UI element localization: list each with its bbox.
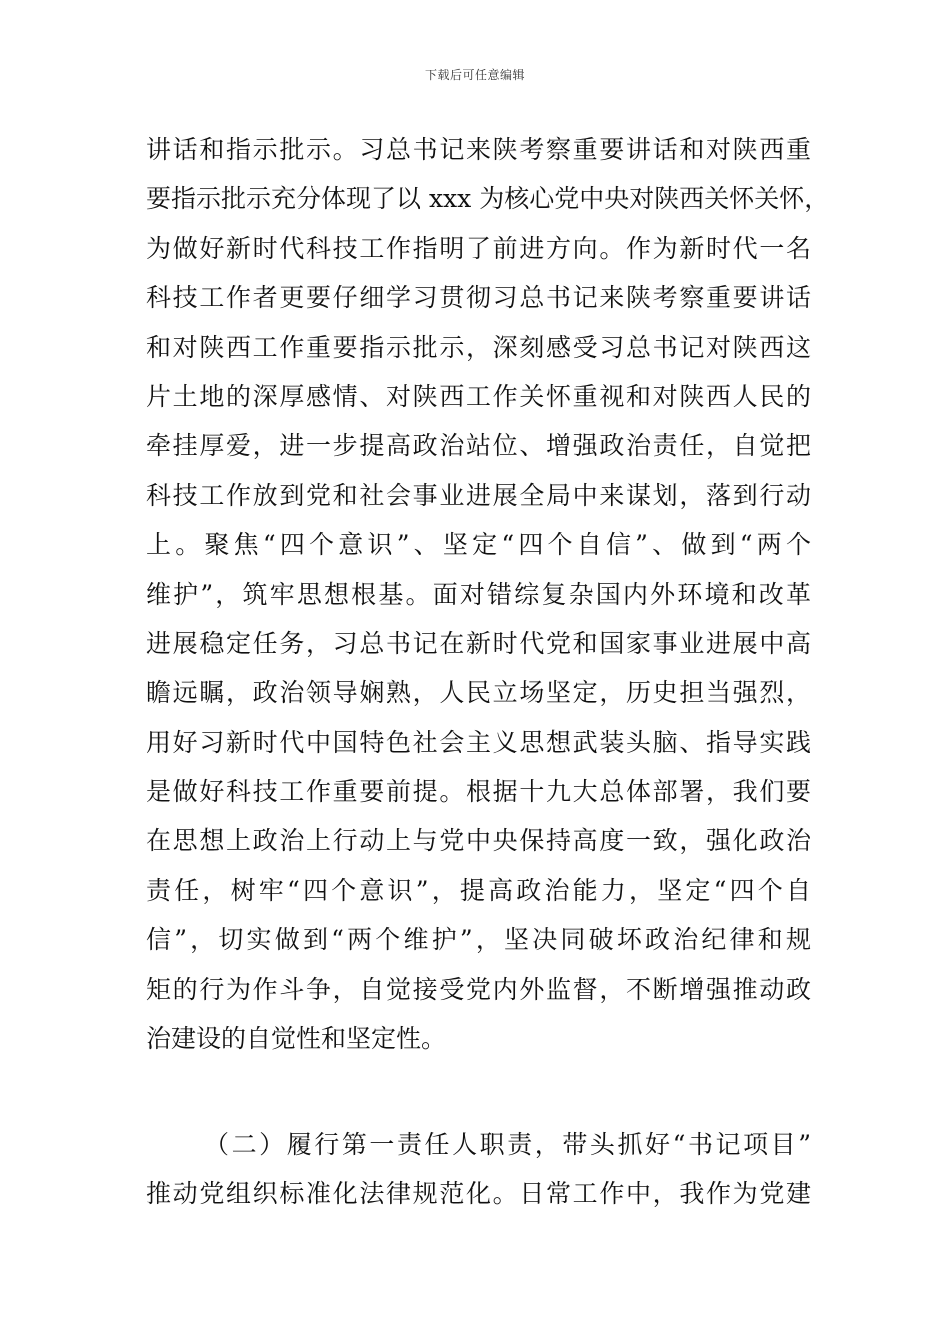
text-line: 在思想上政治上行动上与党中央保持高度一致，强化政治 <box>146 826 811 856</box>
paragraph-2 <box>146 1120 811 1219</box>
text-line: 进展稳定任务，习总书记在新时代党和国家事业进展中高 <box>146 628 811 658</box>
text-line: 维护”，筑牢思想根基。面对错综复杂国内外环境和改革 <box>146 579 811 609</box>
text-line: 用好习新时代中国特色社会主义思想武装头脑、指导实践 <box>146 727 811 757</box>
text-line: 片土地的深厚感情、对陕西工作关怀重视和对陕西人民的 <box>146 381 811 411</box>
text-line: 推动党组织标准化法律规范化。日常工作中，我作为党建 <box>146 1179 811 1209</box>
text-line: （二）履行第一责任人职责，带头抓好“书记项目” <box>204 1130 811 1159</box>
text-line: 治建设的自觉性和坚定性。 <box>146 1024 447 1054</box>
text-line: 要指示批示充分体现了以 xxx 为核心党中央对陕西关怀关怀， <box>146 184 830 214</box>
text-line: 讲话和指示批示。习总书记来陕考察重要讲话和对陕西重 <box>146 135 811 164</box>
text-line: 信”，切实做到“两个维护”，坚决同破坏政治纪律和规 <box>146 925 811 955</box>
text-line: 为做好新时代科技工作指明了前进方向。作为新时代一名 <box>146 233 811 263</box>
paragraph-1 <box>146 125 830 1063</box>
text-line: 科技工作者更要仔细学习贯彻习总书记来陕考察重要讲话 <box>146 283 811 313</box>
text-line: 矩的行为作斗争，自觉接受党内外监督，不断增强推动政 <box>146 974 811 1004</box>
text-line: 牵挂厚爱，进一步提高政治站位、增强政治责任，自觉把 <box>146 431 811 461</box>
text-line: 科技工作放到党和社会事业进展全局中来谋划，落到行动 <box>146 480 811 510</box>
text-line: 责任，树牢“四个意识”，提高政治能力，坚定“四个自 <box>146 875 811 905</box>
header-note: 下载后可任意编辑 <box>424 68 525 82</box>
text-line: 是做好科技工作重要前提。根据十九大总体部署，我们要 <box>146 777 811 807</box>
text-line: 和对陕西工作重要指示批示，深刻感受习总书记对陕西这 <box>146 332 811 362</box>
text-line: 瞻远瞩，政治领导娴熟，人民立场坚定，历史担当强烈， <box>146 678 811 708</box>
text-line: 上。聚焦“四个意识”、坚定“四个自信”、做到“两个 <box>146 530 811 560</box>
